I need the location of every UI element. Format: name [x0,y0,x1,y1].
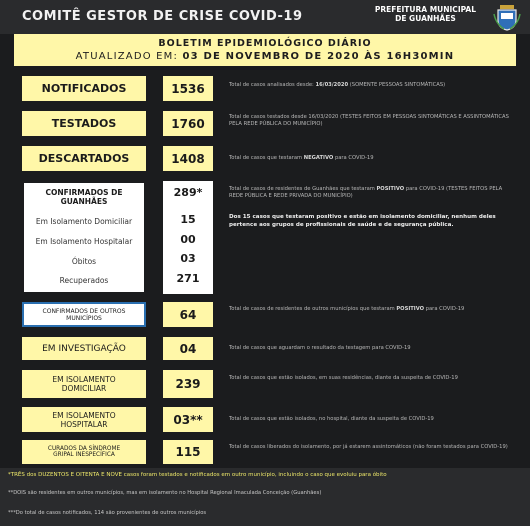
confirmados-desc-post: para COVID-19 (TESTES FEITOS PELA REDE PÚBLICA E REDE PRIVADA DO MUNICÍPIO) [229,186,503,199]
footer-note-3: ***Do total de casos notificados, 114 são provenientes de outros municípios [8,510,207,516]
isolamento-domiciliar-total-label: EM ISOLAMENTO DOMICILIAR [22,370,146,398]
curados-label: CURADOS DA SÍNDROME GRIPAL INESPECÍFICA [22,440,146,464]
updated-prefix: ATUALIZADO EM: [75,51,183,62]
bulletin-updated [14,51,516,62]
recuperados-label: Recuperados [59,276,109,285]
notificados-desc-pre: Total de casos analisados desde: [229,82,316,88]
confirmados-desc-bold: POSITIVO [376,186,405,192]
confirmados-labels-panel [22,181,146,294]
curados-value: 115 [163,440,213,464]
testados-value: 1760 [163,111,213,136]
footer-note-2: **DOIS são residentes em outros municípios, mas em isolamento no Hospital Regional Imaculada Conceição (Guanhães) [8,490,322,496]
prefeitura-line-2: DE GUANHÃES [395,14,456,23]
header-bar [0,0,530,34]
isolamento-domiciliar-total-value: 239 [163,370,213,398]
isolamento-domiciliar-desc: Total de casos que estão isolados, em suas residências, diante da suspeita de COVID-19 [229,375,458,381]
descartados-desc-pre: Total de casos que testaram [229,155,304,161]
bulletin-title: BOLETIM EPIDEMIOLÓGICO DIÁRIO [158,38,372,49]
isolamento-hospitalar-value: 00 [180,233,196,246]
investigacao-value: 04 [163,337,213,360]
confirmados-value: 289* [173,186,203,199]
testados-desc: Total de casos testados desde 16/03/2020 (TESTES FEITOS EM PESSOAS SINTOMÁTICAS E ASSINTOMÁTICAS PELA REDE PÚBLICA DO MUNICÍPIO) [229,114,509,127]
footer-note-1: *TRÊS dos DUZENTOS E OITENTA E NOVE casos foram testados e notificados em outro município, incluindo o caso que evoluiu para óbito [8,472,387,478]
descartados-value: 1408 [163,146,213,171]
outros-desc-post: para COVID-19 [424,306,465,312]
recuperados-value: 271 [176,272,200,285]
confirmados-label: CONFIRMADOS DE GUANHÃES [45,188,123,206]
curados-desc: Total de casos liberados do isolamento, por já estarem assintomáticos (não foram testados para COVID-19) [229,444,508,450]
notificados-value: 1536 [163,76,213,101]
investigacao-label: EM INVESTIGAÇÃO [22,337,146,360]
descartados-desc [229,155,509,162]
obitos-label: Óbitos [71,257,97,266]
page-title: COMITÊ GESTOR DE CRISE COVID-19 [22,9,303,24]
notificados-label: NOTIFICADOS [22,76,146,101]
isolamento-hospitalar-label: Em Isolamento Hospitalar [35,237,133,246]
isolamento-hospitalar-desc: Total de casos que estão isolados, no hospital, diante da suspeita de COVID-19 [229,416,434,422]
notificados-desc-post: (SOMENTE PESSOAS SINTOMÁTICAS) [348,82,446,88]
isolamento-domiciliar-label: Em Isolamento Domiciliar [35,217,133,226]
isolamento-domiciliar-value: 15 [180,213,196,226]
notificados-desc-date: 16/03/2020 [315,82,349,88]
notificados-desc [229,82,509,89]
prefeitura-line-1: PREFEITURA MUNICIPAL [374,5,476,14]
obitos-value: 03 [180,252,196,265]
isolamento-hospitalar-total-label: EM ISOLAMENTO HOSPITALAR [22,407,146,432]
updated-date: 03 DE NOVEMBRO DE 2020 ÀS 16H30MIN [182,51,455,62]
confirmados-desc [229,186,509,200]
outros-municipios-label: CONFIRMADOS DE OUTROS MUNICÍPIOS [22,302,146,327]
bulletin-banner [14,34,516,66]
investigacao-desc: Total de casos que aguardam o resultado da testagem para COVID-19 [229,345,411,351]
outros-desc-bold: POSITIVO [396,306,425,312]
outros-desc-pre: Total de casos de residentes de outros municípios que testaram [229,306,397,312]
descartados-desc-post: para COVID-19 [333,155,374,161]
confirmados-values-panel [163,181,213,294]
descartados-desc-bold: NEGATIVO [303,155,334,161]
footer-notes [0,468,530,526]
outros-municipios-value: 64 [163,302,213,327]
descartados-label: DESCARTADOS [22,146,146,171]
coat-of-arms-icon [492,2,522,32]
confirmados-note: Dos 15 casos que testaram positivo e estão em isolamento domiciliar, nenhum deles pertence aos grupos de profissionais de saúde e de segurança pública. [229,214,496,228]
isolamento-hospitalar-total-value: 03** [163,407,213,432]
prefeitura-name [375,5,476,23]
confirmados-desc-pre: Total de casos de residentes de Guanhães que testaram [229,186,377,192]
testados-label: TESTADOS [22,111,146,136]
outros-municipios-desc [229,306,509,313]
